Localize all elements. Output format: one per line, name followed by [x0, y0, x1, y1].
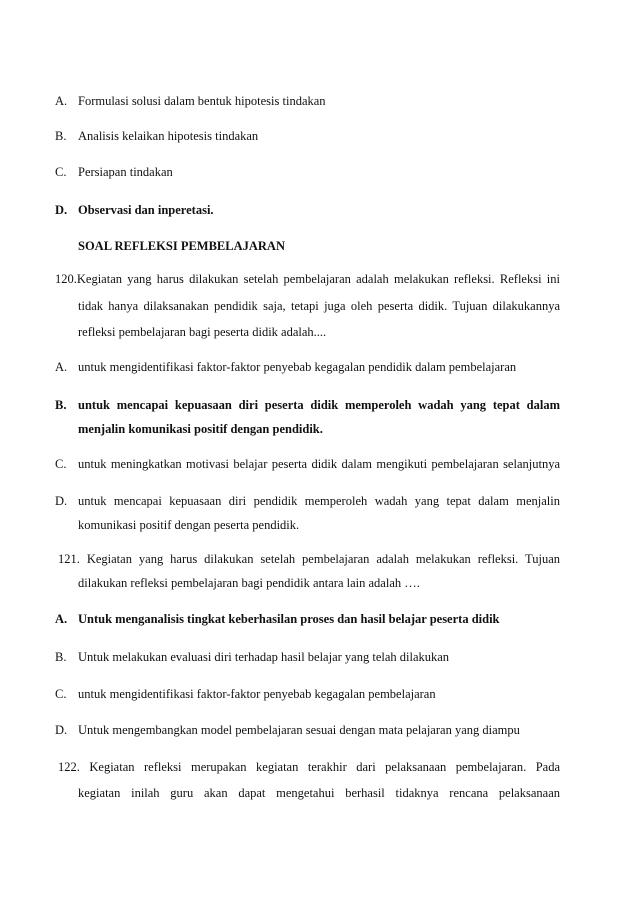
option-label: C.: [55, 457, 67, 471]
option-label: A.: [55, 360, 68, 374]
option-text: Untuk mengembangkan model pembelajaran sesuai dengan mata pelajaran yang diampu: [78, 723, 520, 737]
option-text-correct: Observasi dan inperetasi.: [78, 203, 214, 217]
option-label: D.: [55, 494, 68, 508]
option-label: B.: [55, 129, 67, 143]
option-text: Persiapan tindakan: [78, 165, 173, 179]
question-120-line2: tidak hanya dilaksanakan pendidik saja, tetapi juga oleh peserta didik. Tujuan dilakukannya: [78, 299, 560, 313]
option-label: B.: [55, 398, 67, 412]
question-122-line2: kegiatan inilah guru akan dapat mengetahui berhasil tidaknya rencana pelaksanaan: [78, 786, 560, 800]
option-text: untuk mencapai kepuasaan diri pendidik memperoleh wadah yang tepat dalam menjalin: [78, 494, 560, 508]
option-text-correct: menjalin komunikasi positif dengan pendidik.: [78, 422, 323, 436]
question-120-line3: refleksi pembelajaran bagi peserta didik adalah....: [78, 325, 327, 339]
option-label: C.: [55, 165, 67, 179]
option-label: D.: [55, 203, 68, 217]
option-text-correct: untuk mencapai kepuasaan diri peserta didik memperoleh wadah yang tepat dalam: [78, 398, 560, 412]
option-text: untuk meningkatkan motivasi belajar peserta didik dalam mengikuti pembelajaran selanjutnya: [78, 457, 560, 471]
option-text: Formulasi solusi dalam bentuk hipotesis tindakan: [78, 94, 326, 108]
question-121-line2: dilakukan refleksi pembelajaran bagi pendidik antara lain adalah ….: [78, 576, 420, 590]
option-label: A.: [55, 94, 68, 108]
option-text: untuk mengidentifikasi faktor-faktor penyebab kegagalan pembelajaran: [78, 687, 436, 701]
option-label: B.: [55, 650, 67, 664]
option-label: C.: [55, 687, 67, 701]
option-text: Analisis kelaikan hipotesis tindakan: [78, 129, 259, 143]
question-121-line1: 121. Kegiatan yang harus dilakukan setelah pembelajaran adalah melakukan refleksi. Tujuan: [58, 552, 560, 566]
option-label: A.: [55, 612, 68, 626]
section-heading: SOAL REFLEKSI PEMBELAJARAN: [78, 239, 285, 253]
option-text-correct: Untuk menganalisis tingkat keberhasilan proses dan hasil belajar peserta didik: [78, 612, 500, 626]
option-text: untuk mengidentifikasi faktor-faktor penyebab kegagalan pendidik dalam pembelajaran: [78, 360, 517, 374]
option-label: D.: [55, 723, 68, 737]
option-text: komunikasi positif dengan peserta pendidik.: [78, 518, 300, 532]
question-120-line1: 120.Kegiatan yang harus dilakukan setelah pembelajaran adalah melakukan refleksi. Refleksi ini: [55, 272, 560, 286]
question-122-line1: 122. Kegiatan refleksi merupakan kegiatan terakhir dari pelaksanaan pembelajaran. Pada: [58, 760, 560, 774]
option-text: Untuk melakukan evaluasi diri terhadap hasil belajar yang telah dilakukan: [78, 650, 450, 664]
